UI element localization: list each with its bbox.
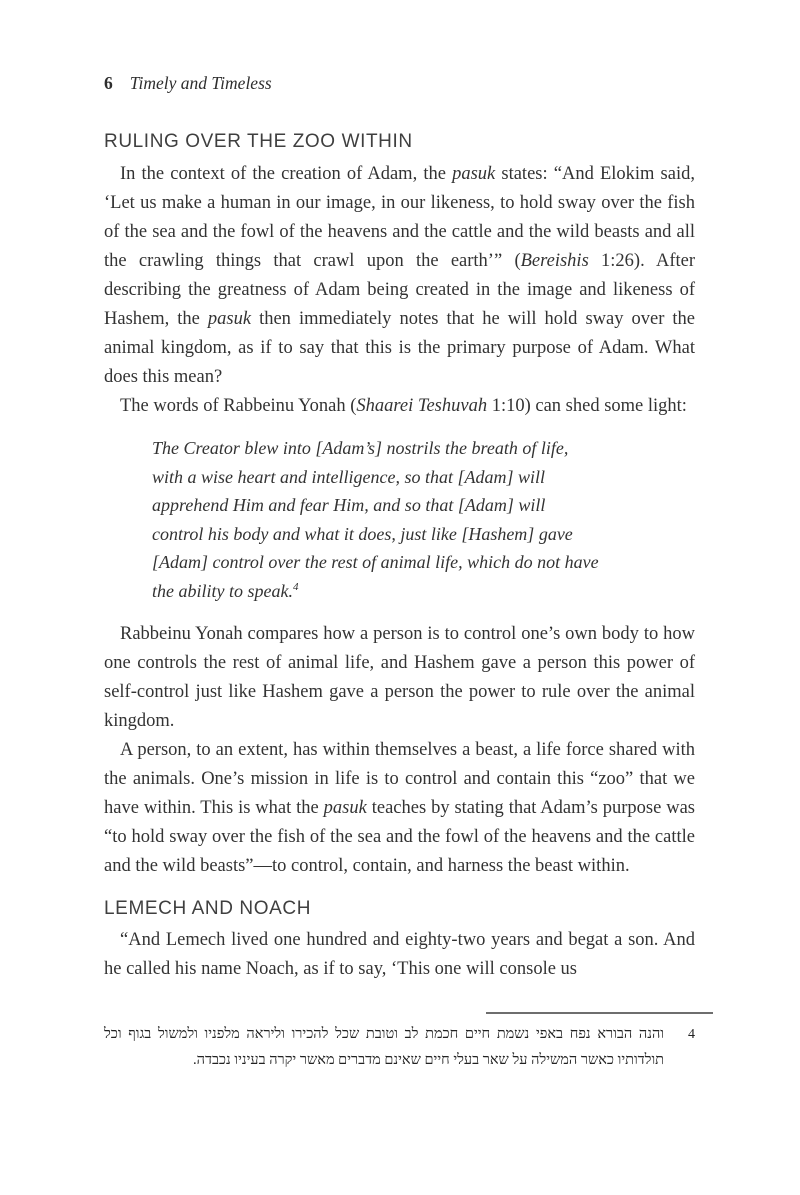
body-paragraph: “And Lemech lived one hundred and eighty-two years and begat a son. And he called his name Noach, as if to say, ‘This one will console us — [104, 930, 695, 979]
section-heading-ruling-over-the-zoo-within: RULING OVER THE ZOO WITHIN — [104, 131, 413, 152]
footnote-text: והנה הבורא נפח באפי נשמת חיים חכמת לב וטובת שכל להכירו וליראה מלפניו ולמשול בגוף וכל תולדותיו כאשר המשילה על שאר בעלי חיים שאינם מדברים מאשר יקרה בעיניו נכבדה. — [104, 1026, 664, 1068]
section-heading-lemech-and-noach: LEMECH AND NOACH — [104, 898, 312, 919]
body-paragraph: The words of Rabbeinu Yonah (Shaarei Teshuvah 1:10) can shed some light: — [120, 396, 687, 416]
footnote-separator-rule — [486, 1012, 713, 1014]
body-paragraph: Rabbeinu Yonah compares how a person is to control one’s own body to how one controls the rest of animal life, and Hashem gave a person this power of self-control just like Hashem gave a person the power to rule over the animal kingdom. — [104, 624, 695, 731]
book-title: Timely and Timeless — [129, 73, 272, 93]
page-number: 6 — [104, 73, 113, 93]
running-header — [104, 72, 695, 94]
footnote-number: 4 — [688, 1027, 695, 1042]
footnote-area — [104, 1012, 695, 1073]
body-paragraph: In the context of the creation of Adam, the pasuk states: “And Elokim said, ‘Let us make a human in our image, in our likeness, to hold sway over the fish of the sea and the fowl of the heavens and the cattle and the wild beasts and all the crawling things that crawl upon the earth’” (Bereishis 1:26). After describing the greatness of Adam being created in the image and likeness of Hashem, the pasuk then immediately notes that he will hold sway over the animal kingdom, as if to say that this is the primary purpose of Adam. What does this mean? — [104, 164, 695, 387]
footnote — [104, 1021, 695, 1073]
block-quote: The Creator blew into [Adam’s] nostrils the breath of life, with a wise heart and intelligence, so that [Adam] will apprehend Him and fear Him, and so that [Adam] will control his body and what it does, just like [Hashem] gave [Adam] control over the rest of animal life, which do not have the ability to speak.$^4$ — [152, 438, 599, 601]
body-paragraph: A person, to an extent, has within themselves a beast, a life force shared with the animals. One’s mission in life is to control and contain this “zoo” that we have within. This is what the pasuk teaches by stating that Adam’s purpose was “to hold sway over the fish of the sea and the fowl of the heavens and the cattle and the wild beasts”—to control, contain, and harness the beast within. — [104, 740, 695, 876]
